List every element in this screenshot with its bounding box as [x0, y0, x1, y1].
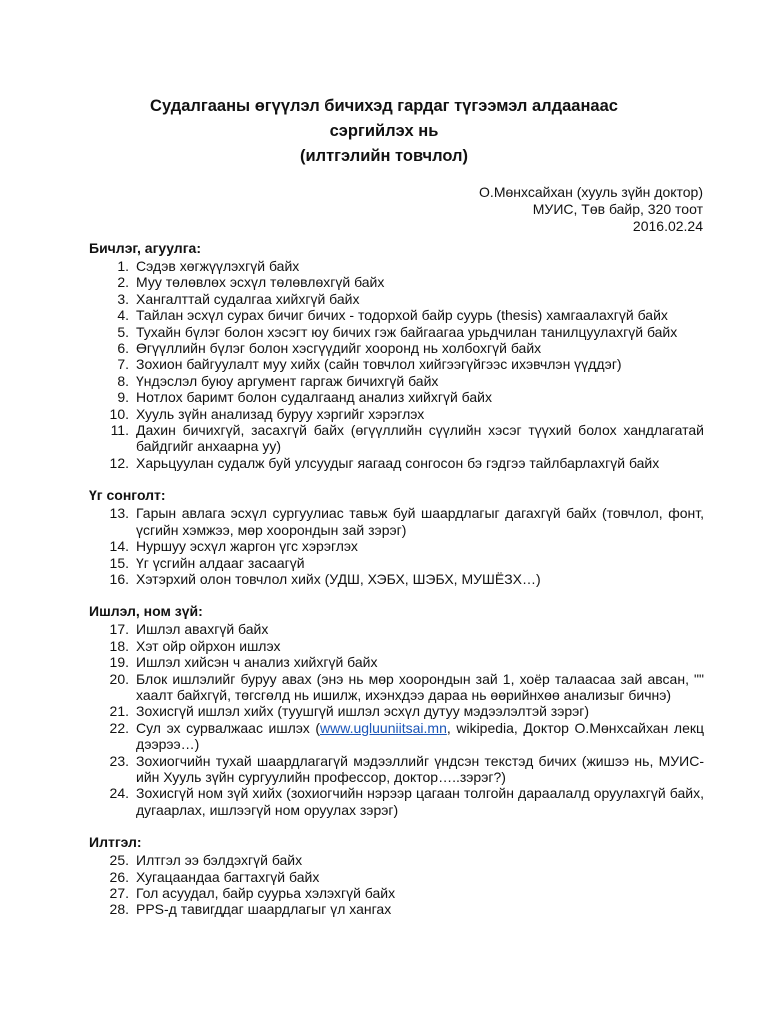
title-line-2: сэргийлэх нь: [329, 122, 439, 140]
item-number: 27.: [109, 885, 129, 901]
item-text: Хэт ойр ойрхон ишлэх: [136, 637, 281, 654]
item-text: Хугацаандаа багтахгүй байх: [136, 868, 320, 885]
item-number: 15.: [109, 554, 129, 571]
item-text: [136, 720, 704, 753]
list-item: [89, 885, 704, 901]
item-text: Сэдэв хөгжүүлэхгүй байх: [136, 258, 300, 274]
list-item: [89, 389, 704, 405]
item-number: 13.: [109, 505, 129, 522]
author-block: [479, 184, 703, 235]
item-number: 16.: [109, 570, 129, 587]
item-number: 23.: [109, 752, 129, 769]
item-number: 22.: [109, 719, 129, 736]
list-item: [89, 720, 704, 753]
list-item: [89, 638, 704, 654]
list-item: [89, 307, 704, 323]
item-number: 11.: [110, 422, 129, 439]
item-text: Үг үсгийн алдааг засаагүй: [136, 554, 305, 571]
item-text: Ишлэл хийсэн ч анализ хийхгүй байх: [136, 654, 378, 671]
item-text: Илтгэл ээ бэлдэхгүй байх: [136, 852, 303, 869]
section-title: Бичлэг, агуулга:: [89, 240, 201, 256]
item-number: 9.: [117, 389, 129, 406]
item-number: 14.: [109, 538, 129, 555]
content: [89, 240, 704, 934]
document-title: [0, 94, 768, 169]
item-number: 6.: [117, 340, 129, 357]
item-text-before-link: Сул эх сурвалжаас ишлэх (: [136, 719, 321, 736]
list-item: [89, 785, 704, 818]
item-text: Гарын авлага эсхүл сургуулиас тавьж буй шаардлагыг дагахгүй байх (товчлол, фонт, үсгийн хэмжээ, мөр хоорондын зай зэрэг): [136, 505, 704, 538]
list-item: [89, 356, 704, 372]
item-text: Гол асуудал, байр суурьа хэлэхгүй байх: [136, 885, 396, 901]
list-item: [89, 869, 704, 885]
section-word-choice: [89, 487, 704, 587]
item-text: Муу төлөвлөх эсхүл төлөвлөхгүй байх: [136, 274, 385, 291]
list-item: [89, 753, 704, 786]
document-date: 2016.02.24: [632, 218, 703, 234]
item-text: Зохисгүй ном зүй хийх (зохиогчийн нэрээр цагаан толгойн дараалалд оруулахгүй байх, дугаарлах, ишлээгүй ном оруулах зэрэг): [136, 785, 704, 818]
item-number: 25.: [109, 852, 129, 869]
section-presentation: [89, 834, 704, 918]
section-title: Илтгэл:: [89, 834, 142, 851]
list-item: [89, 621, 704, 637]
item-number: 20.: [109, 670, 129, 687]
list-item: [89, 654, 704, 670]
list-item: [89, 274, 704, 290]
item-number: 28.: [109, 901, 129, 918]
item-text: Зохиогчийн тухай шаардлагагүй мэдээллийг үндсэн текстэд бичих (жишээ нь, МУИС-ийн Хууль зүйн сургуулийн профессор, доктор…..зэрэг?): [136, 752, 704, 785]
section-citations: [89, 603, 704, 818]
item-text: Харьцуулан судалж буй улсуудыг яагаад сонгосон бэ гэдгээ тайлбарлахгүй байх: [136, 454, 660, 471]
item-text: Хангалттай судалгаа хийхгүй байх: [136, 290, 360, 307]
item-number: 10.: [109, 405, 129, 422]
item-text: Нотлох баримт болон судалгаанд анализ хийхгүй байх: [136, 389, 492, 406]
item-text: Тайлан эсхүл сурах бичиг бичих - тодорхой байр суурь (thesis) хамгаалахгүй байх: [136, 307, 668, 324]
title-line-3: (илтгэлийн товчлол): [299, 147, 469, 165]
author-affiliation: МУИС, Төв байр, 320 тоот: [532, 201, 703, 217]
item-text: Хэтэрхий олон товчлол хийх (УДШ, ХЭБХ, ШЭБХ, МУШЁЗХ…): [136, 570, 541, 587]
list-item: [89, 422, 704, 455]
list-item: [89, 901, 704, 917]
list-item: [89, 571, 704, 587]
item-number: 12.: [109, 454, 129, 471]
item-text: Ишлэл авахгүй байх: [136, 621, 269, 638]
list-item: [89, 340, 704, 356]
section-title: Үг сонголт:: [89, 487, 166, 504]
item-number: 8.: [117, 372, 129, 389]
item-text: Тухайн бүлэг болон хэсэгт юу бичих гэж байгаагаа урьдчилан танилцуулахгүй байх: [136, 323, 678, 340]
item-number: 2.: [117, 274, 129, 291]
source-link[interactable]: www.ugluuniitsai.mn: [320, 719, 447, 736]
item-number: 21.: [109, 703, 129, 720]
list-item: [89, 258, 704, 274]
author-name: О.Мөнхсайхан (хууль зүйн доктор): [479, 184, 703, 200]
section-title: Ишлэл, ном зүй:: [89, 603, 203, 620]
item-number: 17.: [109, 621, 129, 638]
item-number: 1.: [117, 258, 129, 274]
item-number: 4.: [117, 307, 129, 324]
item-text: Нуршуу эсхүл жаргон үгс хэрэглэх: [136, 538, 358, 555]
item-number: 5.: [117, 323, 129, 340]
list-item: [89, 406, 704, 422]
item-number: 7.: [117, 356, 129, 373]
title-line-1: Судалгааны өгүүлэл бичихэд гардаг түгээмэл алдаанаас: [150, 97, 618, 115]
item-text: Дахин бичихгүй, засахгүй байх (өгүүллийн сүүлийн хэсэг түүхий болох хандлагатай байдгийг анхаарна уу): [136, 422, 704, 455]
item-text: Зохион байгуулалт муу хийх (сайн товчлол хийгээгүйгээс ихэвчлэн үүддэг): [136, 356, 622, 373]
item-text: Зохисгүй ишлэл хийх (туушгүй ишлэл эсхүл дутуу мэдээлэлтэй зэрэг): [136, 703, 590, 720]
section-writing-content: [89, 240, 704, 471]
item-text: Хууль зүйн анализад буруу хэргийг хэрэглэх: [136, 405, 425, 422]
list-item: [89, 324, 704, 340]
item-list: [89, 852, 704, 918]
item-list: [89, 258, 704, 471]
item-text: Үндэслэл буюу аргумент гаргаж бичихгүй байх: [136, 372, 439, 389]
item-text: Өгүүллийн бүлэг болон хэсгүүдийг хооронд нь холбохгүй байх: [136, 340, 542, 357]
list-item: [89, 373, 704, 389]
item-list: [89, 621, 704, 818]
item-number: 26.: [109, 868, 129, 885]
item-list: [89, 505, 704, 587]
item-number: 24.: [109, 785, 129, 802]
item-number: 19.: [109, 654, 129, 671]
list-item: [89, 505, 704, 538]
list-item: [89, 555, 704, 571]
list-item: [89, 455, 704, 471]
list-item: [89, 852, 704, 868]
list-item: [89, 671, 704, 704]
item-number: 3.: [117, 290, 129, 307]
item-text: Блок ишлэлийг буруу авах (энэ нь мөр хоорондын зай 1, хоёр талаасаа зай авсан, "" хаалт байхгүй, төгсгөлд нь ишилж, ихэнхдээ дараа нь өөрийнхөө анализыг бичнэ): [136, 670, 704, 703]
list-item: [89, 538, 704, 554]
item-number: 18.: [109, 637, 129, 654]
item-text-after-link: , wikipedia, Доктор О.Мөнхсайхан лекц дээрээ…): [136, 719, 705, 753]
list-item: [89, 291, 704, 307]
list-item: [89, 703, 704, 719]
item-text: PPS-д тавигддаг шаардлагыг үл хангах: [136, 901, 392, 918]
